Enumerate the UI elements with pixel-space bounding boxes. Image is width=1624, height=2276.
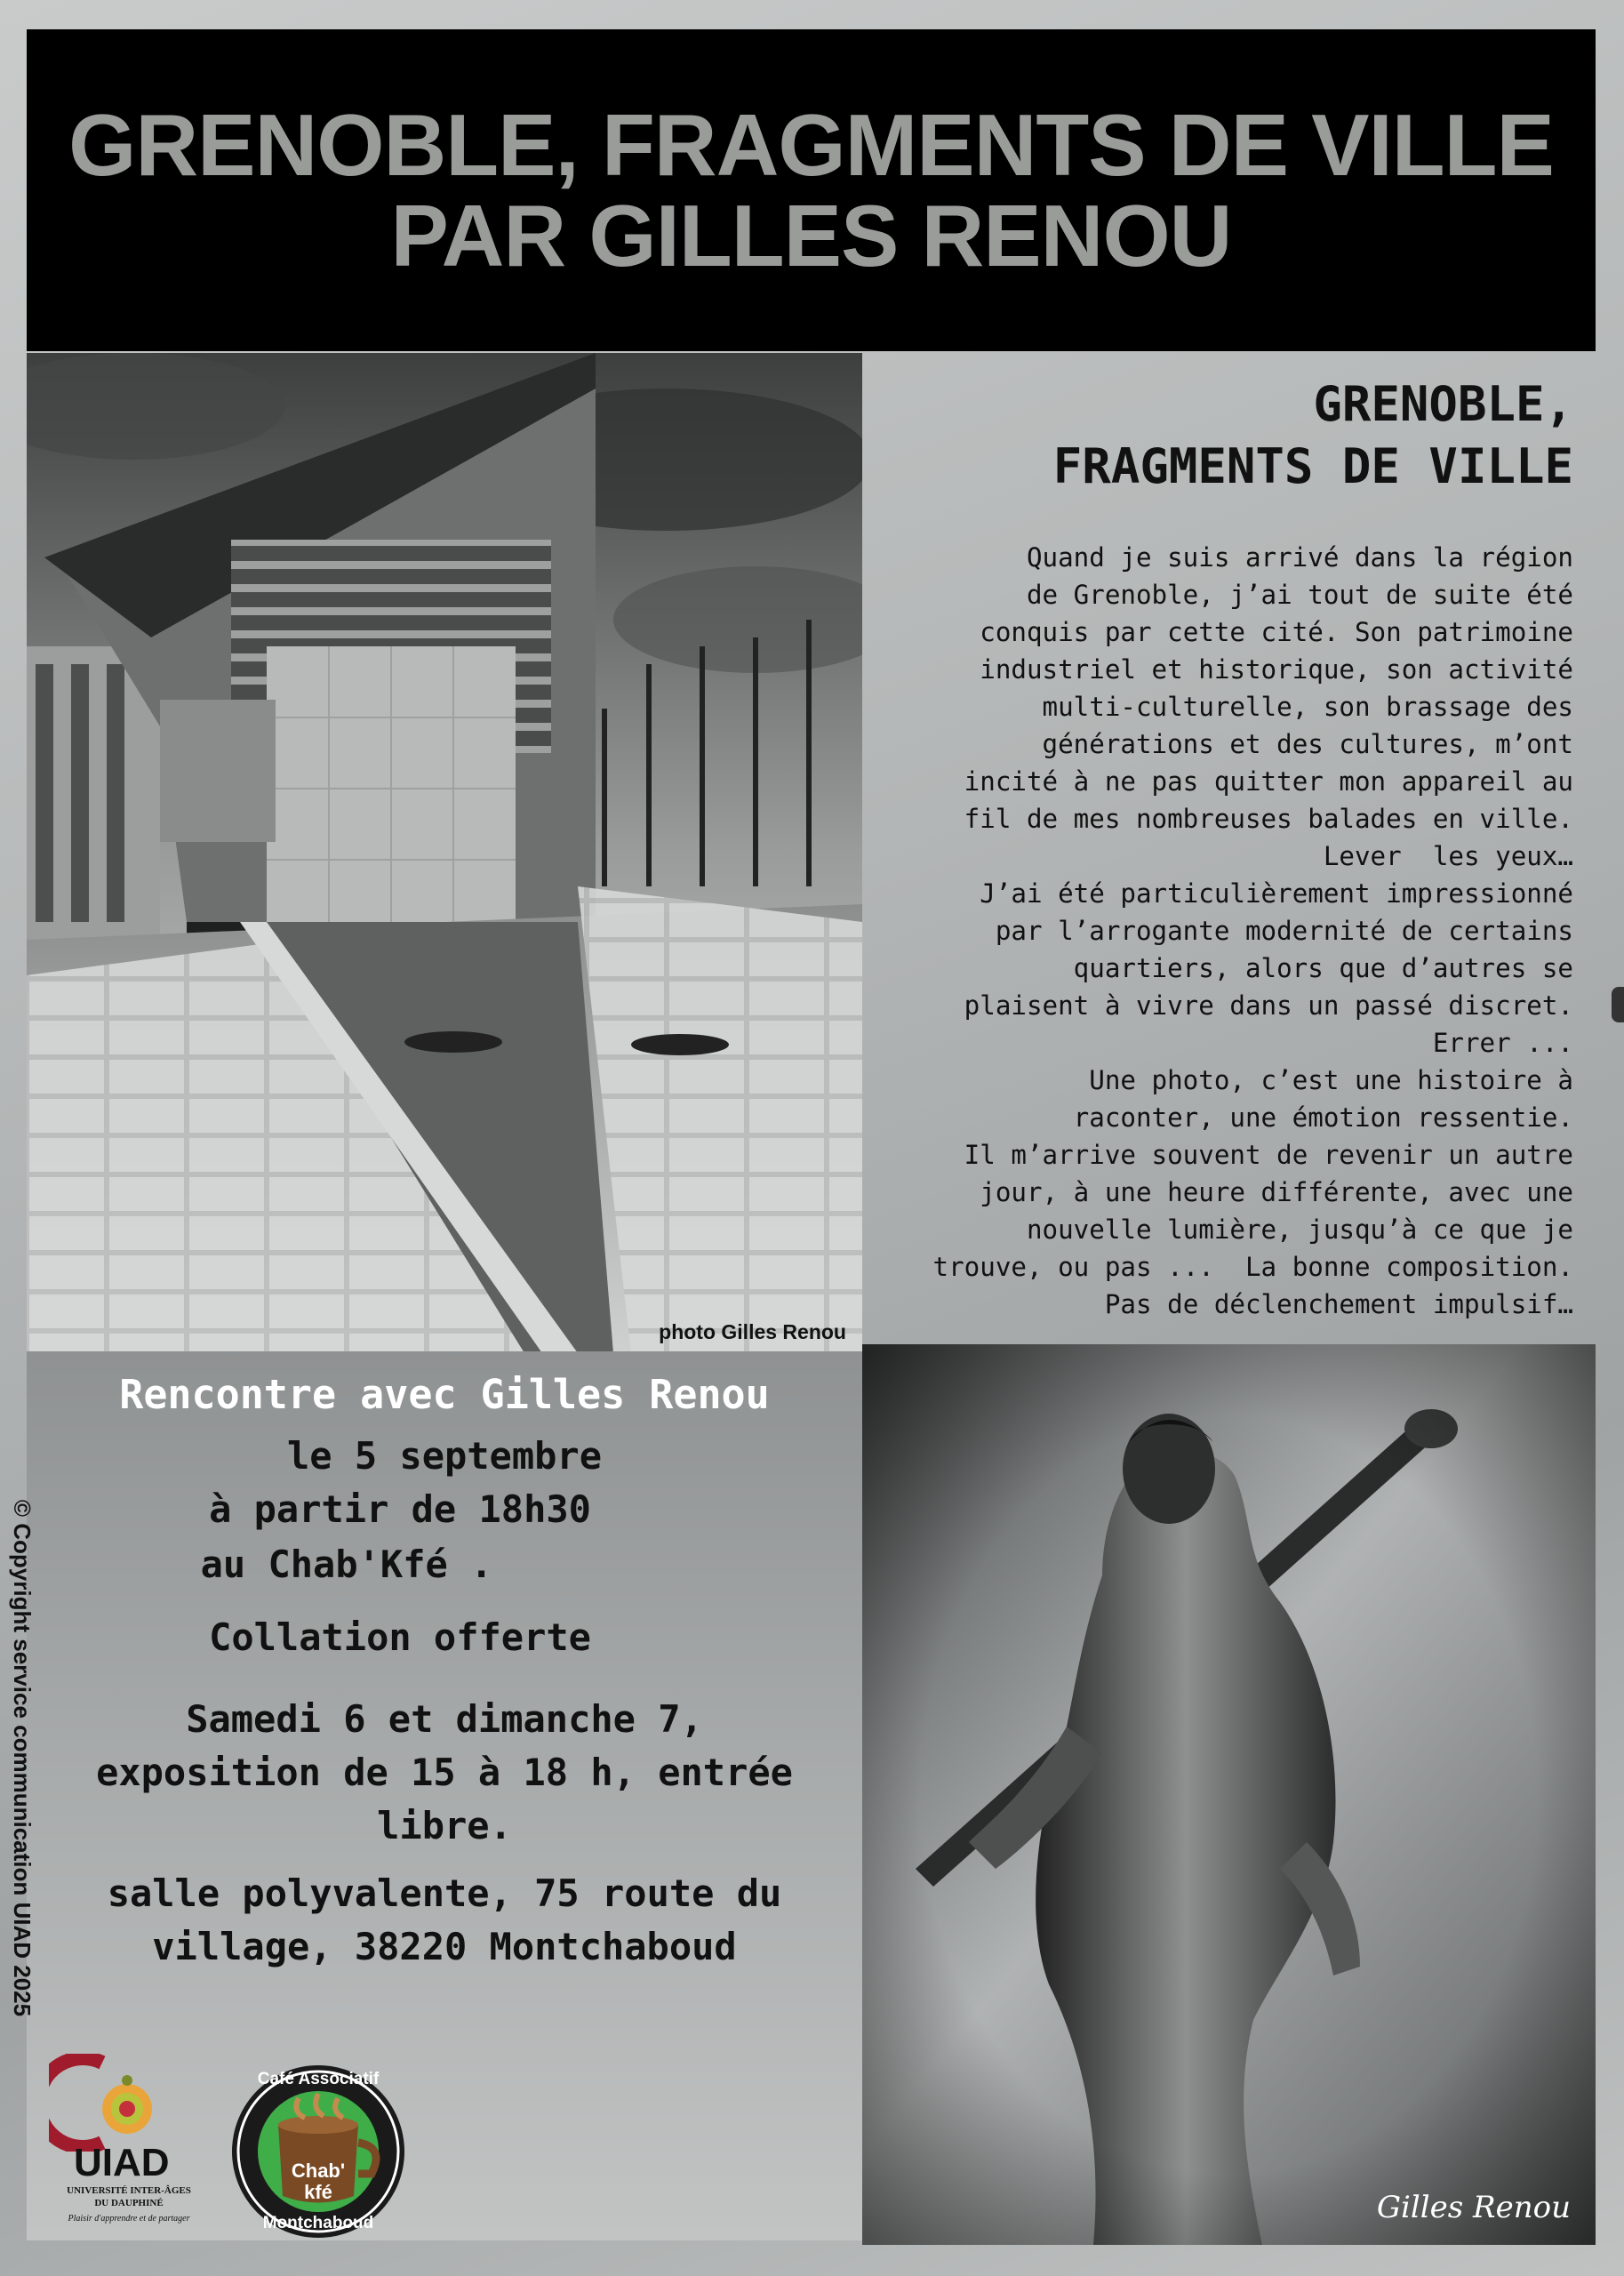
address-line-1: salle polyvalente, 75 route du xyxy=(107,1871,782,1915)
title-banner xyxy=(27,29,1596,351)
uiad-logo xyxy=(49,2054,209,2232)
copyright-notice xyxy=(2,1433,43,2082)
essay-line: quartiers, alors que d’autres se xyxy=(1073,953,1573,983)
title-line-2: PAR GILLES RENOU xyxy=(390,187,1232,284)
photo-credit: photo Gilles Renou xyxy=(659,1320,846,1343)
cafe-ring-bottom: Montchaboud xyxy=(262,2214,374,2232)
event-heading: Rencontre avec Gilles Renou xyxy=(119,1371,770,1418)
essay-line: jour, à une heure différente, avec une xyxy=(980,1177,1573,1207)
section-title xyxy=(889,373,1573,498)
essay-line: de Grenoble, j’ai tout de suite été xyxy=(1026,580,1573,610)
expo-line-2: exposition de 15 à 18 h, entrée xyxy=(96,1751,793,1794)
essay-line: fil de mes nombreuses balades en ville. xyxy=(964,804,1573,834)
expo-line-3: libre. xyxy=(377,1804,512,1847)
essay-line: par l’arrogante modernité de certains xyxy=(995,916,1573,946)
architecture-photo xyxy=(27,353,862,1353)
essay-line: conquis par cette cité. Son patrimoine xyxy=(980,617,1573,647)
cafe-center-line-2: kfé xyxy=(304,2181,332,2203)
section-title-line-2: FRAGMENTS DE VILLE xyxy=(1052,438,1573,494)
essay-line: multi-culturelle, son brassage des xyxy=(1042,692,1573,722)
essay-line: Une photo, c’est une histoire à xyxy=(1089,1065,1573,1095)
uiad-wordmark: UIAD xyxy=(74,2141,170,2184)
uiad-subtitle-1: UNIVERSITÉ INTER-ÂGES xyxy=(67,2185,191,2196)
essay-line: nouvelle lumière, jusqu’à ce que je xyxy=(1026,1214,1573,1245)
event-time: à partir de 18h30 xyxy=(209,1487,591,1531)
uiad-tagline: Plaisir d'apprendre et de partager xyxy=(68,2214,190,2224)
event-date: le 5 septembre xyxy=(286,1434,602,1478)
section-title-line-1: GRENOBLE, xyxy=(1313,376,1573,432)
cafe-ring-top: Café Associatif xyxy=(257,2070,380,2088)
essay-text xyxy=(884,539,1573,1323)
title-line-1: GRENOBLE, FRAGMENTS DE VILLE xyxy=(68,96,1554,194)
edge-mark xyxy=(1612,987,1624,1022)
essay-line: Pas de déclenchement impulsif… xyxy=(1104,1289,1573,1319)
event-collation: Collation offerte xyxy=(209,1615,591,1659)
essay-line: plaisent à vivre dans un passé discret. xyxy=(964,990,1573,1021)
photographer-signature: Gilles Renou xyxy=(1376,2190,1571,2225)
uiad-subtitle-2: DU DAUPHINÉ xyxy=(94,2198,164,2208)
essay-line: trouve, ou pas ... La bonne composition. xyxy=(932,1252,1573,1282)
essay-line: raconter, une émotion ressentie. xyxy=(1073,1102,1573,1133)
event-place: au Chab'Kfé . xyxy=(200,1543,493,1586)
statue-photo xyxy=(862,1344,1596,2245)
essay-line: Quand je suis arrivé dans la région xyxy=(1026,542,1573,573)
cafe-associatif-logo xyxy=(229,2063,407,2240)
essay-line: Errer ... xyxy=(1432,1028,1573,1058)
essay-line: générations et des cultures, m’ont xyxy=(1042,729,1573,759)
essay-line: Il m’arrive souvent de revenir un autre xyxy=(964,1140,1573,1170)
essay-line: J’ai été particulièrement impressionné xyxy=(980,878,1573,909)
address-line-2: village, 38220 Montchaboud xyxy=(152,1925,737,1968)
cafe-center-line-1: Chab' xyxy=(291,2160,346,2182)
essay-line: industriel et historique, son activité xyxy=(980,654,1573,685)
copyright-text: © Copyright service communication UIAD 2025 xyxy=(9,1499,36,2016)
essay-line: Lever les yeux… xyxy=(1323,841,1573,871)
expo-line-1: Samedi 6 et dimanche 7, xyxy=(186,1697,703,1741)
cafe-center-text xyxy=(229,2160,407,2203)
essay-line: incité à ne pas quitter mon appareil au xyxy=(964,766,1573,797)
